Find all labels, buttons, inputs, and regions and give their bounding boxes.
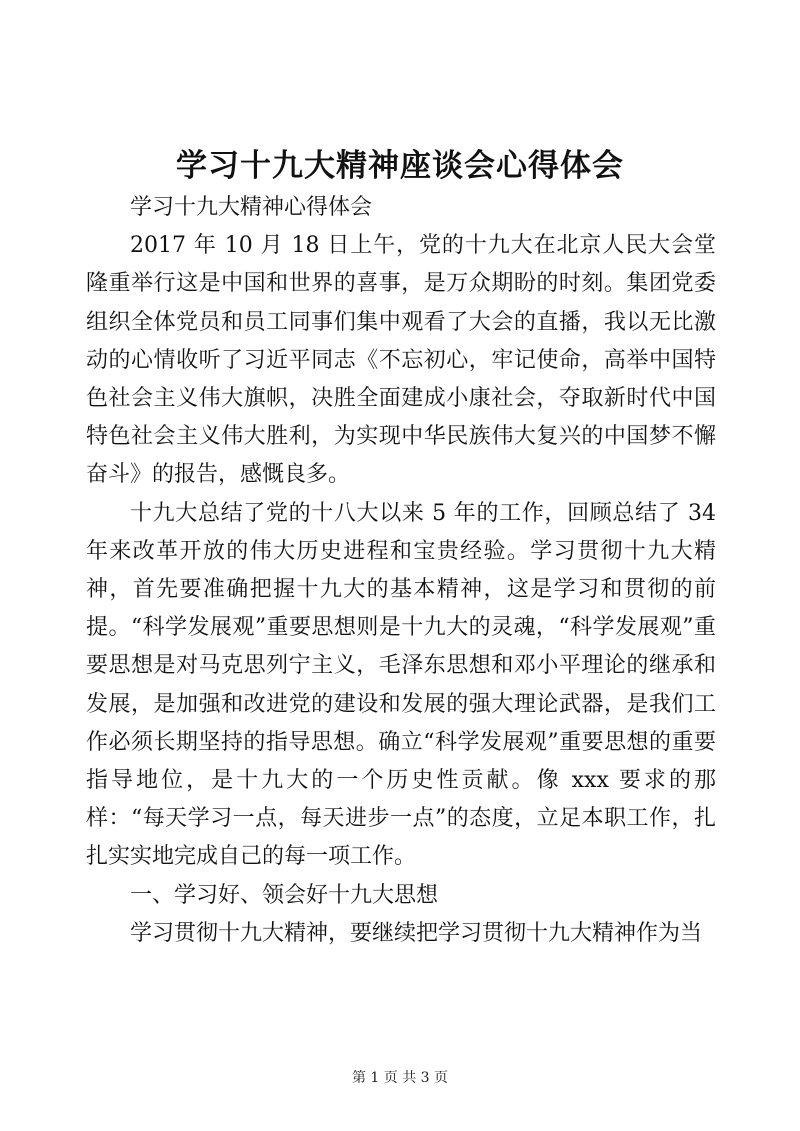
document-title: 学习十九大精神座谈会心得体会: [176, 148, 624, 184]
document-body: [86, 189, 716, 953]
section-heading-1: 一、学习好、领会好十九大思想: [130, 882, 439, 908]
paragraph-1: 2017 年 10 月 18 日上午，党的十九大在北京人民大会堂隆重举行这是中国和世界的喜事，是万众期盼的时刻。集团党委组织全体党员和员工同事们集中观看了大会的直播，我以无比激动的心情收听了习近平同志《不忘初心，牢记使命，高举中国特色社会主义伟大旗帜，决胜全面建成小康社会，夺取新时代中国特色社会主义伟大胜利，为实现中华民族伟大复兴的中国梦不懈奋斗》的报告，感慨良多。: [86, 233, 716, 488]
paragraph-subtitle: 学习十九大精神心得体会: [130, 195, 373, 220]
paragraph-3: 学习贯彻十九大精神，要继续把学习贯彻十九大精神作为当: [130, 920, 703, 946]
paragraph-2: 十九大总结了党的十八大以来 5 年的工作，回顾总结了 34 年来改革开放的伟大历史进程和宝贵经验。学习贯彻十九大精神，首先要准确把握十九大的基本精神，这是学习和贯彻的前提。“科学发展观”重要思想则是十九大的灵魂，“科学发展观”重要思想是对马克思列宁主义，毛泽东思想和邓小平理论的继承和发展，是加强和改进党的建设和发展的强大理论武器，是我们工作必须长期坚持的指导思想。确立“科学发展观”重要思想的重要指导地位，是十九大的一个历史性贡献。像 xxx 要求的那样：“每天学习一点，每天进步一点”的态度，立足本职工作，扎扎实实地完成自己的每一项工作。: [86, 500, 716, 870]
page-number-footer: 第 1 页 共 3 页: [351, 1070, 449, 1086]
